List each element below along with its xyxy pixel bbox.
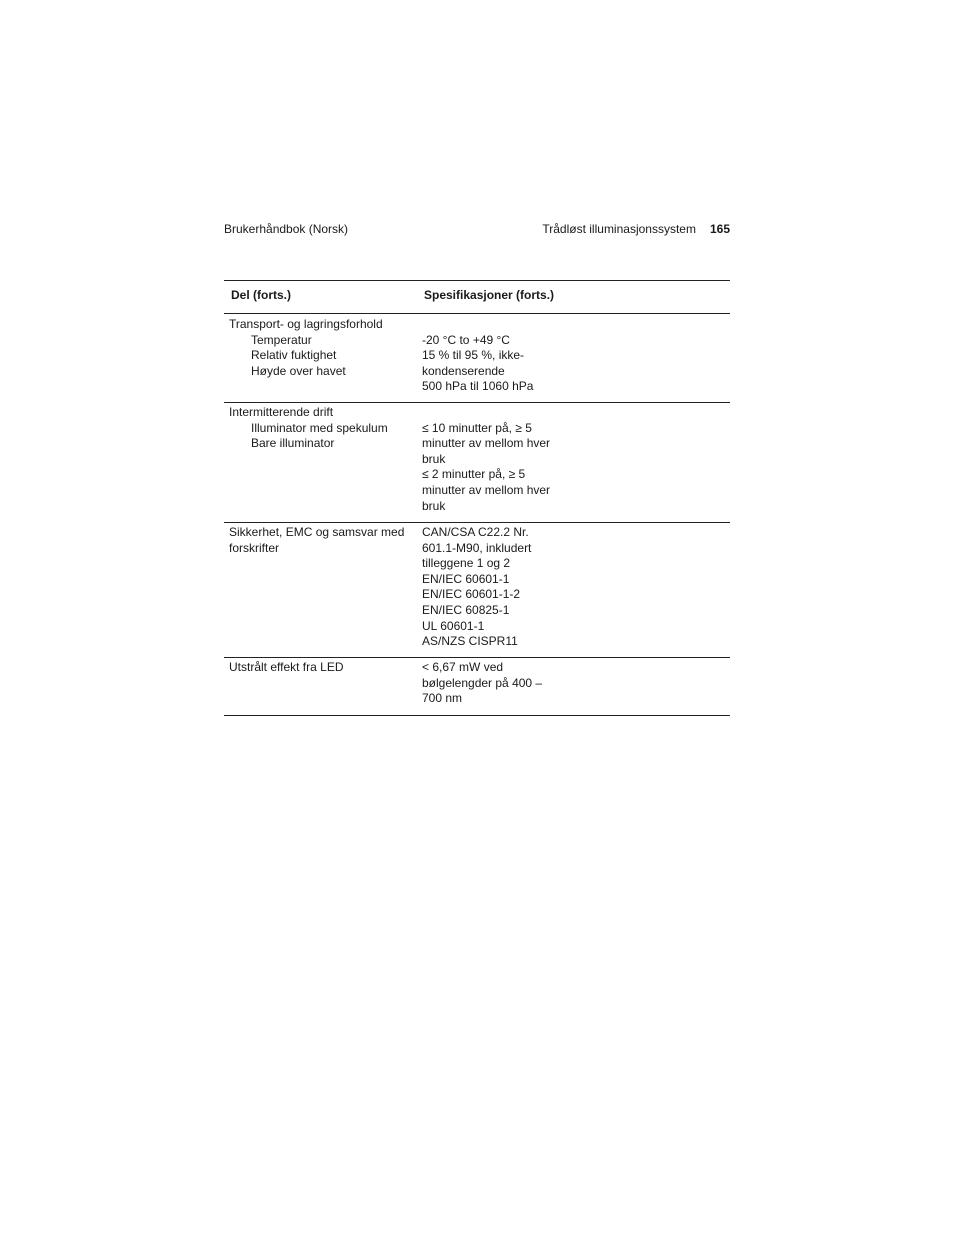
spec-line: -20 °C to +49 °C	[422, 332, 510, 347]
spec-line: minutter av mellom hver	[422, 436, 551, 451]
spec-line: ≤ 10 minutter på, ≥ 5	[422, 420, 532, 435]
header-system-name: Trådløst illuminasjonssystem	[542, 222, 696, 236]
row-subitem: Bare illuminator	[251, 436, 335, 451]
table-header	[224, 281, 730, 314]
spec-line: bruk	[422, 451, 446, 466]
page-header	[224, 221, 730, 237]
spec-line: EN/IEC 60825-1	[422, 602, 510, 617]
row-title: Intermitterende drift	[229, 405, 334, 419]
spec-line: kondenserende	[422, 363, 505, 378]
row-title: Sikkerhet, EMC og samsvar med	[229, 525, 405, 539]
row-part-cell	[229, 660, 414, 676]
page-number: 165	[709, 222, 730, 236]
table-row	[224, 658, 730, 716]
spec-line: AS/NZS CISPR11	[422, 634, 518, 649]
header-manual-title: Brukerhåndbok (Norsk)	[224, 222, 349, 236]
spec-line: tilleggene 1 og 2	[422, 556, 511, 571]
spec-line: minutter av mellom hver	[422, 482, 551, 497]
spec-line: 601.1-M90, inkludert	[422, 540, 532, 555]
row-spec-cell	[422, 333, 562, 395]
row-spec-cell	[422, 421, 562, 515]
spec-line: bølgelengder på 400 –	[422, 675, 543, 690]
spec-line: 500 hPa til 1060 hPa	[422, 379, 534, 394]
column-header-spec: Spesifikasjoner (forts.)	[424, 288, 555, 302]
spec-table	[224, 280, 730, 716]
row-spec-cell	[422, 525, 562, 650]
spec-line: EN/IEC 60601-1-2	[422, 587, 521, 602]
spec-line: UL 60601-1	[422, 618, 485, 633]
row-subitem: Høyde over havet	[251, 363, 346, 378]
spec-line: bruk	[422, 498, 446, 513]
spec-line: EN/IEC 60601-1	[422, 571, 510, 586]
row-subitem: Relativ fuktighet	[251, 348, 337, 363]
table-row	[224, 523, 730, 658]
spec-line: < 6,67 mW ved	[422, 660, 504, 674]
table-row	[224, 403, 730, 523]
spec-line: 15 % til 95 %, ikke-	[422, 348, 525, 363]
row-subitem: Temperatur	[251, 332, 312, 347]
row-part-cell	[229, 317, 414, 379]
table-row	[224, 314, 730, 403]
row-subitem: Illuminator med spekulum	[251, 420, 388, 435]
spec-line: 700 nm	[422, 691, 463, 706]
row-spec-cell	[422, 660, 562, 707]
row-part-cell	[229, 405, 414, 452]
column-header-part: Del (forts.)	[231, 288, 291, 302]
spec-line: CAN/CSA C22.2 Nr.	[422, 525, 529, 539]
row-title: forskrifter	[229, 540, 280, 555]
header-right	[542, 221, 730, 237]
row-title: Utstrålt effekt fra LED	[229, 660, 344, 674]
spec-line: ≤ 2 minutter på, ≥ 5	[422, 467, 526, 482]
row-title: Transport- og lagringsforhold	[229, 317, 383, 331]
row-part-cell	[229, 525, 414, 556]
